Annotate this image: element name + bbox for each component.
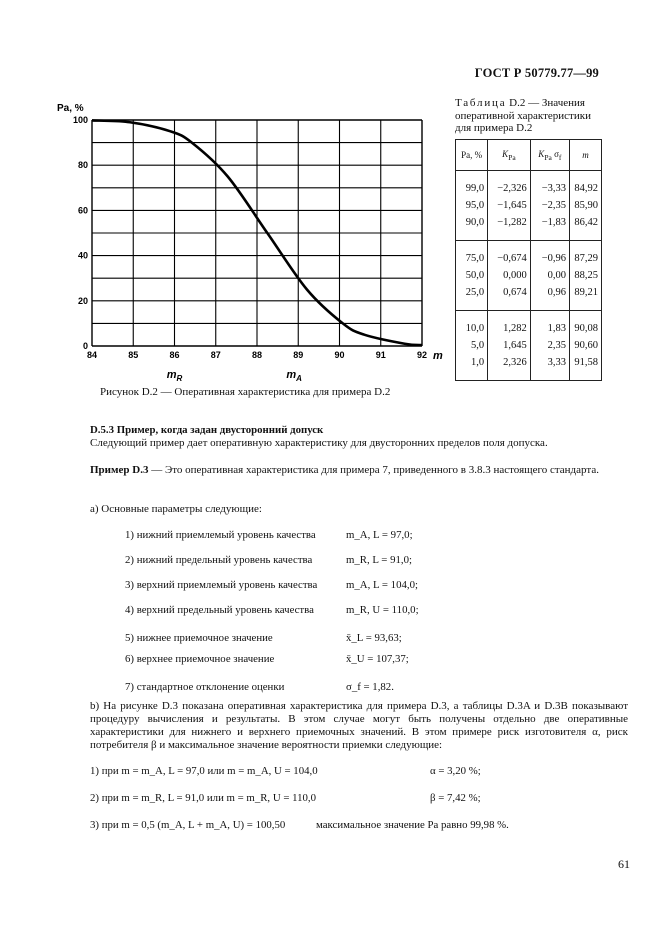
table-cell: 5,0 bbox=[456, 337, 488, 354]
chart-ylabel: Pa, % bbox=[57, 103, 84, 114]
example-text: — Это оперативная характеристика для примера 7, приведенного в 3.8.3 настоящего стандарта. bbox=[148, 464, 599, 476]
param-label: 4) верхний предельный уровень качества bbox=[125, 604, 314, 616]
table-row bbox=[456, 354, 602, 381]
table-cell: −2,326 bbox=[488, 171, 531, 198]
table-cell: −1,282 bbox=[488, 214, 531, 241]
x-tick-label: 91 bbox=[375, 350, 386, 360]
result-value: максимальное значение Pa равно 99,98 %. bbox=[316, 819, 509, 831]
x-tick-label: 90 bbox=[334, 350, 345, 360]
y-tick-label: 20 bbox=[77, 295, 88, 306]
x-tick-label: 92 bbox=[416, 350, 428, 360]
table-cell: 91,58 bbox=[569, 354, 601, 381]
table-cell: 1,645 bbox=[488, 337, 531, 354]
y-tick-label: 0 bbox=[82, 341, 88, 351]
table-cell: 95,0 bbox=[456, 197, 488, 214]
table-row bbox=[456, 214, 602, 241]
table-cell: 75,0 bbox=[456, 241, 488, 268]
table-cell: 2,326 bbox=[488, 354, 531, 381]
param-value: m_A, L = 104,0; bbox=[346, 579, 418, 591]
table-cell: −0,96 bbox=[530, 241, 569, 268]
document-id: ГОСТ Р 50779.77—99 bbox=[474, 66, 599, 80]
result-condition: 3) при m = 0,5 (m_A, L + m_A, U) = 100,50 bbox=[90, 819, 286, 831]
param-value: σ_f = 1,82. bbox=[346, 681, 394, 693]
param-label: 5) нижнее приемочное значение bbox=[125, 632, 273, 644]
table-row bbox=[456, 267, 602, 284]
marker-a: $m_A$ bbox=[286, 369, 302, 383]
table-cell: 85,90 bbox=[569, 197, 601, 214]
table-row bbox=[456, 311, 602, 338]
table-cell: 86,42 bbox=[569, 214, 601, 241]
figure-caption: Рисунок D.2 — Оперативная характеристика для примера D.2 bbox=[100, 386, 391, 398]
param-value: x̄_U = 107,37; bbox=[346, 653, 409, 665]
result-value: α = 3,20 %; bbox=[430, 765, 481, 777]
table-caption-rest: D.2 — Значения bbox=[506, 97, 585, 109]
table-cell: 1,0 bbox=[456, 354, 488, 381]
table-row bbox=[456, 284, 602, 311]
param-value: m_A, L = 97,0; bbox=[346, 529, 413, 541]
marker-r: $m_R$ bbox=[166, 369, 183, 383]
table-row bbox=[456, 337, 602, 354]
table-cell: 0,674 bbox=[488, 284, 531, 311]
example-paragraph bbox=[90, 464, 628, 477]
result-condition: 1) при m = m_A, L = 97,0 или m = m_A, U = 104,0 bbox=[90, 765, 318, 777]
chart-xlabel: m bbox=[433, 350, 443, 362]
oc-chart bbox=[52, 92, 452, 392]
header-kpa: $K_{Pa}$ bbox=[488, 140, 531, 171]
y-tick-label: 100 bbox=[72, 115, 88, 125]
param-value: m_R, L = 91,0; bbox=[346, 554, 412, 566]
x-tick-label: 88 bbox=[251, 350, 263, 360]
header-kpa-sigma: $K_{Pa}$ $\sigma_f$ bbox=[530, 140, 569, 171]
table-cell: 0,96 bbox=[530, 284, 569, 311]
b-paragraph: b) На рисунке D.3 показана оперативная характеристика для примера D.3, а таблицы D.3A и D.3B показывают процедуру вычисления и результаты. В этом случае могут быть получены отдельно две оперативные характеристики для нижнего и верхнего приемочных значений. В этом примере риск изготовителя α, риск потребителя β и максимальное значение вероятности приемки следующие: bbox=[90, 700, 628, 751]
params-lead: a) Основные параметры следующие: bbox=[90, 503, 262, 515]
table-cell: 87,29 bbox=[569, 241, 601, 268]
table-cell: 88,25 bbox=[569, 267, 601, 284]
table-cell: 84,92 bbox=[569, 171, 601, 198]
x-tick-label: 85 bbox=[128, 350, 139, 360]
x-tick-label: 89 bbox=[293, 350, 304, 360]
param-label: 7) стандартное отклонение оценки bbox=[125, 681, 285, 693]
table-cell: 0,000 bbox=[488, 267, 531, 284]
page-number: 61 bbox=[618, 857, 630, 871]
table-cell: 90,60 bbox=[569, 337, 601, 354]
param-label: 1) нижний приемлемый уровень качества bbox=[125, 529, 316, 541]
x-tick-label: 84 bbox=[86, 350, 98, 360]
header-m: m bbox=[569, 140, 601, 171]
table-cell: 50,0 bbox=[456, 267, 488, 284]
param-value: m_R, U = 110,0; bbox=[346, 604, 419, 616]
param-value: x̄_L = 93,63; bbox=[346, 632, 402, 644]
table-cell: 0,00 bbox=[530, 267, 569, 284]
table-cell: 90,08 bbox=[569, 311, 601, 338]
result-condition: 2) при m = m_R, L = 91,0 или m = m_R, U = 110,0 bbox=[90, 792, 317, 804]
table-row bbox=[456, 171, 602, 198]
param-label: 3) верхний приемлемый уровень качества bbox=[125, 579, 318, 591]
table-cell: −2,35 bbox=[530, 197, 569, 214]
table-row bbox=[456, 197, 602, 214]
table-caption-line3: для примера D.2 bbox=[455, 122, 533, 134]
y-tick-label: 60 bbox=[77, 205, 88, 216]
table-cell: 2,35 bbox=[530, 337, 569, 354]
table-row bbox=[456, 241, 602, 268]
table-header-row bbox=[456, 140, 602, 171]
table-cell: 90,0 bbox=[456, 214, 488, 241]
result-value: β = 7,42 %; bbox=[430, 792, 481, 804]
table-cell: 3,33 bbox=[530, 354, 569, 381]
x-tick-label: 86 bbox=[169, 350, 180, 360]
section-intro: Следующий пример дает оперативную характеристику для двусторонних пределов поля допуска. bbox=[90, 437, 548, 449]
table-cell: −0,674 bbox=[488, 241, 531, 268]
table-cell: −1,83 bbox=[530, 214, 569, 241]
table-caption bbox=[455, 97, 615, 135]
table-cell: −3,33 bbox=[530, 171, 569, 198]
chart-markers bbox=[167, 369, 302, 383]
table-cell: 99,0 bbox=[456, 171, 488, 198]
param-label: 2) нижний предельный уровень качества bbox=[125, 554, 313, 566]
example-label: Пример D.3 bbox=[90, 464, 149, 476]
header-pa: Pa, % bbox=[456, 140, 488, 171]
table-cell: 10,0 bbox=[456, 311, 488, 338]
table-cell: 89,21 bbox=[569, 284, 601, 311]
table-cell: 25,0 bbox=[456, 284, 488, 311]
param-label: 6) верхнее приемочное значение bbox=[125, 653, 275, 665]
table-caption-line2: оперативной характеристики bbox=[455, 109, 591, 122]
table-cell: 1,282 bbox=[488, 311, 531, 338]
oc-table bbox=[455, 139, 602, 381]
table-caption-word: Таблица bbox=[455, 97, 507, 109]
x-tick-label: 87 bbox=[210, 350, 221, 360]
section-heading: D.5.3 Пример, когда задан двусторонний допуск bbox=[90, 424, 324, 436]
table-cell: 1,83 bbox=[530, 311, 569, 338]
y-tick-label: 80 bbox=[77, 160, 88, 171]
table-cell: −1,645 bbox=[488, 197, 531, 214]
y-tick-label: 40 bbox=[77, 250, 88, 261]
